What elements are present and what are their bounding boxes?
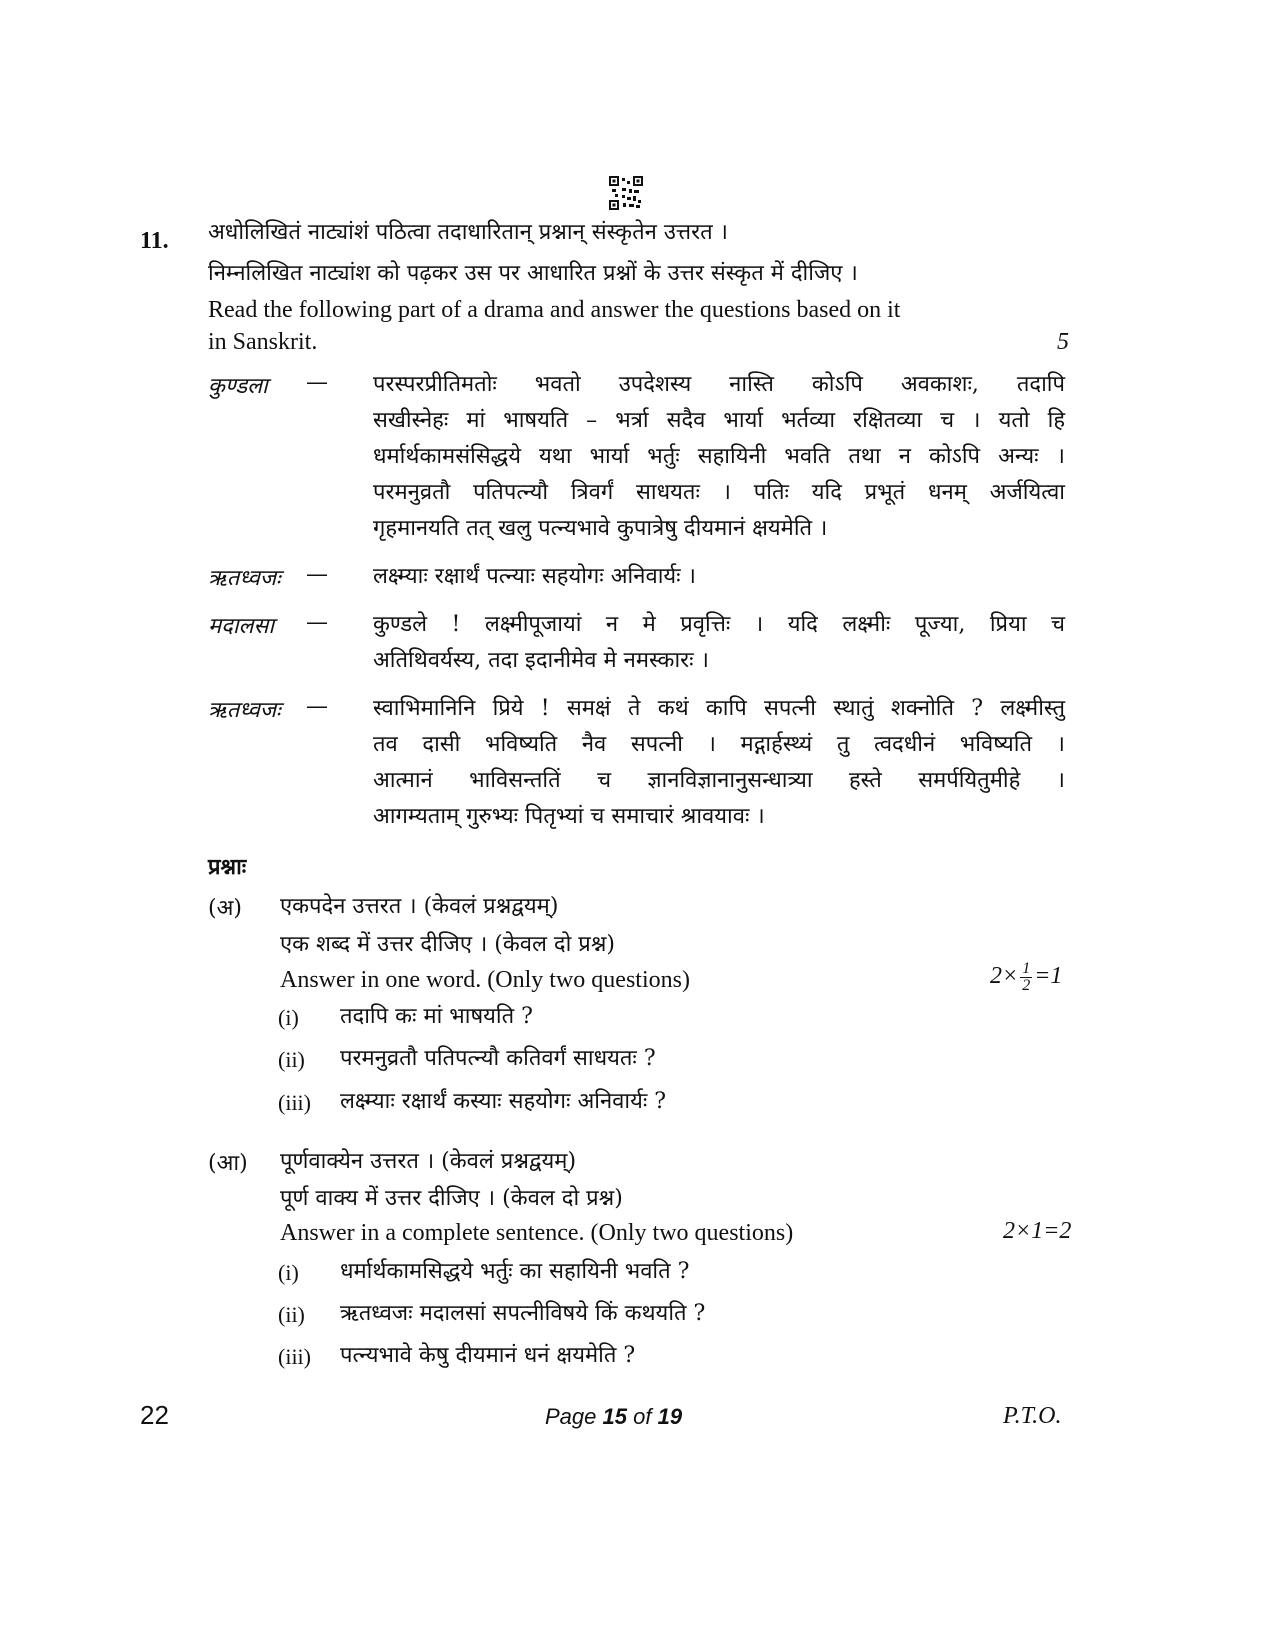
qr-code [609,176,643,210]
dialogue-kundala [373,367,1065,547]
question-marks: 5 [1057,329,1069,355]
dialogue-line: अतिथिवर्यस्य, तदा इदानीमेव मे नमस्कारः । [373,648,709,673]
speaker-dash: — [306,370,328,395]
dialogue-line: धर्मार्थकामसंसिद्धये यथा भार्या भर्तुः सहायिनी भवति तथा न कोऽपि अन्यः । [373,444,1065,469]
instruction-sanskrit: अधोलिखितं नाट्यांशं पठित्वा तदाधारितान् प्रश्नान् संस्कृतेन उत्तरत । [208,220,728,245]
item-number: (i) [278,1005,299,1030]
page-prefix: Page [545,1404,597,1429]
dialogue-line: परस्परप्रीतिमतोः भवतो उपदेशस्य नास्ति कोऽपि अवकाशः, तदापि [373,372,1065,397]
item-number: (ii) [278,1302,305,1327]
item-number: (iii) [278,1344,311,1369]
paper-code: 22 [140,1400,169,1430]
speaker-dash: — [306,562,328,587]
page-of: of [633,1404,652,1429]
section-a-instruction-hindi: एक शब्द में उत्तर दीजिए । (केवल दो प्रश्न) [280,932,615,957]
dialogue-ritadhvaja-2 [373,691,1065,835]
questions-heading: प्रश्नाः [208,854,247,880]
page-total: 19 [657,1404,683,1429]
item-number: (iii) [278,1090,311,1115]
dialogue-line: आगम्यताम् गुरुभ्यः पितृभ्यां च समाचारं श्रावयावः । [373,804,765,829]
speaker-ritadhvaja: ऋतध्वजः [208,566,281,591]
section-aa-instruction-sanskrit: पूर्णवाक्येन उत्तरत । (केवलं प्रश्नद्वयम्) [280,1149,577,1174]
speaker-kundala: कुण्डला [208,374,268,399]
speaker-dash: — [306,610,328,635]
question-item: धर्मार्थकामसिद्धये भर्तुः का सहायिनी भवति ? [340,1259,690,1284]
dialogue-line: स्वाभिमानिनि प्रिये ! समक्षं ते कथं कापि सपत्नी स्थातुं शक्नोति ? लक्ष्मीस्तु [373,696,1065,721]
dialogue-line: लक्ष्म्याः रक्षार्थं पत्न्याः सहयोगः अनिवार्यः । [373,564,696,589]
question-number: 11. [140,228,169,254]
item-number: (i) [278,1260,299,1285]
instruction-english-line2: in Sanskrit. [208,329,318,355]
section-a-instruction-sanskrit: एकपदेन उत्तरत । (केवलं प्रश्नद्वयम्) [280,894,559,919]
question-item: तदापि कः मां भाषयति ? [340,1004,533,1029]
pto-label: P.T.O. [1003,1403,1062,1429]
page-indicator [545,1404,682,1430]
dialogue-line: सखीस्नेहः मां भाषयति – भर्त्रा सदैव भार्या भर्तव्या रक्षितव्या च । यतो हि [373,408,1065,433]
question-item: लक्ष्म्याः रक्षार्थं कस्याः सहयोगः अनिवार्यः ? [340,1089,667,1114]
dialogue-line: कुण्डले ! लक्ष्मीपूजायां न मे प्रवृत्तिः । यदि लक्ष्मीः पूज्या, प्रिया च [373,612,1065,637]
section-a-instruction-english: Answer in one word. (Only two questions) [280,967,690,993]
dialogue-line: आत्मानं भाविसन्ततिं च ज्ञानविज्ञानानुसन्धात्र्या हस्ते समर्पयितुमीहे । [373,768,1065,793]
section-aa-marks: 2×1=2 [1003,1218,1072,1244]
speaker-dash: — [306,694,328,719]
speaker-ritadhvaja: ऋतध्वजः [208,698,281,723]
question-item: ऋतध्वजः मदालसां सपत्नीविषये किं कथयति ? [340,1301,706,1326]
section-aa-instruction-hindi: पूर्ण वाक्य में उत्तर दीजिए । (केवल दो प्रश्न) [280,1186,623,1211]
fraction-numerator: 1 [1022,960,1031,977]
speaker-madalasa: मदालसा [208,614,275,639]
instruction-hindi: निम्नलिखित नाट्यांश को पढ़कर उस पर आधारित प्रश्नों के उत्तर संस्कृत में दीजिए । [208,261,858,286]
section-a-label: (अ) [208,896,242,921]
dialogue-line: गृहमानयति तत् खलु पत्न्यभावे कुपात्रेषु दीयमानं क्षयमेति । [373,516,828,541]
dialogue-line: परमनुव्रतौ पतिपत्न्यौ त्रिवर्गं साधयतः । पतिः यदि प्रभूतं धनम् अर्जयित्वा [373,480,1065,505]
dialogue-ritadhvaja-1 [373,559,1065,595]
section-aa-label: (आ) [208,1151,248,1176]
instruction-english-line1: Read the following part of a drama and answer the questions based on it [208,297,901,323]
dialogue-madalasa [373,607,1065,679]
page-current: 15 [602,1404,627,1429]
section-a-marks [990,961,1062,994]
question-item: पत्न्यभावे केषु दीयमानं धनं क्षयमेति ? [340,1343,636,1368]
item-number: (ii) [278,1047,305,1072]
marks-prefix: 2× [990,963,1019,990]
marks-fraction [1020,961,1032,994]
marks-suffix: =1 [1034,963,1063,990]
question-item: परमनुव्रतौ पतिपत्न्यौ कतिवर्गं साधयतः ? [340,1046,656,1071]
fraction-denominator: 2 [1022,977,1031,994]
dialogue-line: तव दासी भविष्यति नैव सपत्नी । मद्गार्हस्थ्यं तु त्वदधीनं भविष्यति । [373,732,1065,757]
section-aa-instruction-english: Answer in a complete sentence. (Only two questions) [280,1220,794,1246]
